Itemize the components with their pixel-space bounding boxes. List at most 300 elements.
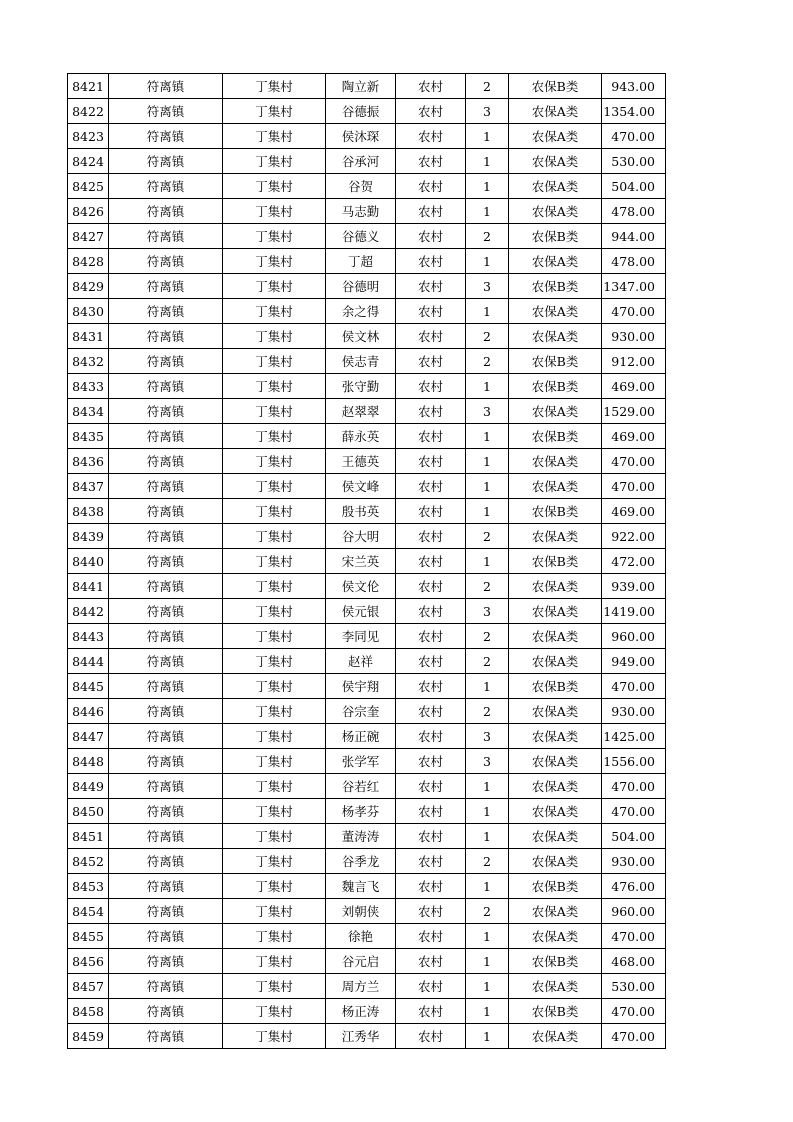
cell-household-type: 农村	[396, 849, 466, 874]
cell-category: 农保A类	[509, 99, 602, 124]
cell-village: 丁集村	[223, 649, 326, 674]
table-row	[68, 524, 666, 549]
cell-village: 丁集村	[223, 1024, 326, 1049]
cell-village: 丁集村	[223, 199, 326, 224]
cell-person-name: 杨正碗	[326, 724, 396, 749]
table-row	[68, 949, 666, 974]
table-row	[68, 924, 666, 949]
cell-serial-number: 8421	[68, 74, 109, 99]
table-row	[68, 674, 666, 699]
cell-person-count: 2	[466, 349, 509, 374]
cell-household-type: 农村	[396, 999, 466, 1024]
cell-town: 符离镇	[109, 524, 223, 549]
cell-amount: 478.00	[602, 249, 666, 274]
cell-amount: 949.00	[602, 649, 666, 674]
cell-village: 丁集村	[223, 899, 326, 924]
table-row	[68, 449, 666, 474]
cell-category: 农保B类	[509, 549, 602, 574]
cell-serial-number: 8427	[68, 224, 109, 249]
cell-village: 丁集村	[223, 624, 326, 649]
cell-person-count: 1	[466, 1024, 509, 1049]
cell-person-count: 2	[466, 574, 509, 599]
cell-village: 丁集村	[223, 774, 326, 799]
cell-category: 农保A类	[509, 824, 602, 849]
cell-person-name: 谷德振	[326, 99, 396, 124]
cell-village: 丁集村	[223, 924, 326, 949]
cell-person-name: 谷德明	[326, 274, 396, 299]
cell-village: 丁集村	[223, 799, 326, 824]
cell-person-count: 1	[466, 774, 509, 799]
cell-person-name: 赵翠翠	[326, 399, 396, 424]
cell-town: 符离镇	[109, 424, 223, 449]
table-row	[68, 774, 666, 799]
table-row	[68, 1024, 666, 1049]
cell-person-count: 1	[466, 974, 509, 999]
cell-category: 农保A类	[509, 524, 602, 549]
cell-village: 丁集村	[223, 574, 326, 599]
cell-person-count: 1	[466, 799, 509, 824]
cell-amount: 468.00	[602, 949, 666, 974]
cell-town: 符离镇	[109, 99, 223, 124]
cell-category: 农保A类	[509, 924, 602, 949]
cell-person-name: 赵祥	[326, 649, 396, 674]
cell-amount: 469.00	[602, 374, 666, 399]
cell-serial-number: 8451	[68, 824, 109, 849]
table-row	[68, 899, 666, 924]
cell-household-type: 农村	[396, 349, 466, 374]
cell-category: 农保B类	[509, 424, 602, 449]
cell-town: 符离镇	[109, 949, 223, 974]
cell-category: 农保A类	[509, 124, 602, 149]
cell-town: 符离镇	[109, 724, 223, 749]
cell-amount: 504.00	[602, 174, 666, 199]
cell-category: 农保B类	[509, 999, 602, 1024]
table-row	[68, 724, 666, 749]
cell-village: 丁集村	[223, 124, 326, 149]
cell-amount: 470.00	[602, 449, 666, 474]
cell-serial-number: 8456	[68, 949, 109, 974]
cell-village: 丁集村	[223, 824, 326, 849]
cell-category: 农保A类	[509, 1024, 602, 1049]
cell-household-type: 农村	[396, 449, 466, 474]
cell-town: 符离镇	[109, 249, 223, 274]
cell-amount: 470.00	[602, 774, 666, 799]
table-row	[68, 699, 666, 724]
cell-amount: 943.00	[602, 74, 666, 99]
cell-serial-number: 8440	[68, 549, 109, 574]
cell-amount: 476.00	[602, 874, 666, 899]
cell-person-name: 徐艳	[326, 924, 396, 949]
cell-person-count: 1	[466, 949, 509, 974]
cell-person-name: 侯文林	[326, 324, 396, 349]
cell-household-type: 农村	[396, 599, 466, 624]
table-row	[68, 474, 666, 499]
cell-serial-number: 8437	[68, 474, 109, 499]
table-row	[68, 99, 666, 124]
cell-village: 丁集村	[223, 949, 326, 974]
table-row	[68, 199, 666, 224]
cell-category: 农保A类	[509, 749, 602, 774]
cell-household-type: 农村	[396, 874, 466, 899]
cell-category: 农保B类	[509, 224, 602, 249]
cell-household-type: 农村	[396, 549, 466, 574]
cell-serial-number: 8431	[68, 324, 109, 349]
cell-amount: 1354.00	[602, 99, 666, 124]
cell-person-count: 2	[466, 899, 509, 924]
cell-household-type: 农村	[396, 299, 466, 324]
cell-household-type: 农村	[396, 99, 466, 124]
cell-village: 丁集村	[223, 324, 326, 349]
table-row	[68, 224, 666, 249]
cell-household-type: 农村	[396, 824, 466, 849]
cell-serial-number: 8459	[68, 1024, 109, 1049]
cell-person-count: 1	[466, 499, 509, 524]
cell-household-type: 农村	[396, 499, 466, 524]
cell-amount: 922.00	[602, 524, 666, 549]
cell-person-name: 张学军	[326, 749, 396, 774]
table-row	[68, 299, 666, 324]
cell-person-count: 1	[466, 299, 509, 324]
table-row	[68, 574, 666, 599]
cell-person-name: 侯宇翔	[326, 674, 396, 699]
cell-household-type: 农村	[396, 324, 466, 349]
cell-serial-number: 8430	[68, 299, 109, 324]
cell-category: 农保A类	[509, 474, 602, 499]
cell-category: 农保A类	[509, 599, 602, 624]
cell-town: 符离镇	[109, 599, 223, 624]
table-row	[68, 274, 666, 299]
cell-town: 符离镇	[109, 999, 223, 1024]
cell-household-type: 农村	[396, 699, 466, 724]
cell-household-type: 农村	[396, 224, 466, 249]
cell-person-name: 杨正涛	[326, 999, 396, 1024]
table-row	[68, 249, 666, 274]
cell-serial-number: 8453	[68, 874, 109, 899]
table-row	[68, 349, 666, 374]
cell-town: 符离镇	[109, 499, 223, 524]
cell-amount: 469.00	[602, 499, 666, 524]
cell-serial-number: 8423	[68, 124, 109, 149]
cell-village: 丁集村	[223, 174, 326, 199]
cell-person-name: 谷承河	[326, 149, 396, 174]
cell-person-count: 3	[466, 749, 509, 774]
table-row	[68, 649, 666, 674]
cell-person-name: 马志勤	[326, 199, 396, 224]
cell-town: 符离镇	[109, 899, 223, 924]
cell-town: 符离镇	[109, 124, 223, 149]
cell-person-count: 1	[466, 424, 509, 449]
cell-amount: 930.00	[602, 849, 666, 874]
cell-category: 农保A类	[509, 649, 602, 674]
cell-category: 农保A类	[509, 174, 602, 199]
cell-household-type: 农村	[396, 124, 466, 149]
cell-amount: 504.00	[602, 824, 666, 849]
cell-town: 符离镇	[109, 324, 223, 349]
cell-town: 符离镇	[109, 574, 223, 599]
cell-amount: 472.00	[602, 549, 666, 574]
cell-town: 符离镇	[109, 349, 223, 374]
cell-person-name: 殷书英	[326, 499, 396, 524]
cell-person-name: 侯元银	[326, 599, 396, 624]
cell-village: 丁集村	[223, 299, 326, 324]
table-row	[68, 849, 666, 874]
cell-village: 丁集村	[223, 399, 326, 424]
cell-amount: 470.00	[602, 799, 666, 824]
cell-town: 符离镇	[109, 799, 223, 824]
cell-person-name: 周方兰	[326, 974, 396, 999]
cell-category: 农保A类	[509, 149, 602, 174]
cell-household-type: 农村	[396, 724, 466, 749]
cell-person-count: 3	[466, 399, 509, 424]
cell-village: 丁集村	[223, 499, 326, 524]
cell-amount: 470.00	[602, 1024, 666, 1049]
cell-serial-number: 8443	[68, 624, 109, 649]
cell-amount: 478.00	[602, 199, 666, 224]
cell-town: 符离镇	[109, 74, 223, 99]
cell-town: 符离镇	[109, 274, 223, 299]
cell-household-type: 农村	[396, 624, 466, 649]
cell-amount: 469.00	[602, 424, 666, 449]
table-row	[68, 149, 666, 174]
cell-person-name: 陶立新	[326, 74, 396, 99]
cell-person-count: 1	[466, 374, 509, 399]
cell-village: 丁集村	[223, 874, 326, 899]
cell-category: 农保B类	[509, 949, 602, 974]
cell-town: 符离镇	[109, 299, 223, 324]
table-row	[68, 499, 666, 524]
cell-category: 农保A类	[509, 249, 602, 274]
cell-serial-number: 8424	[68, 149, 109, 174]
cell-household-type: 农村	[396, 1024, 466, 1049]
cell-serial-number: 8447	[68, 724, 109, 749]
cell-village: 丁集村	[223, 424, 326, 449]
cell-amount: 470.00	[602, 924, 666, 949]
table-row	[68, 874, 666, 899]
cell-serial-number: 8442	[68, 599, 109, 624]
cell-town: 符离镇	[109, 224, 223, 249]
table-row	[68, 799, 666, 824]
cell-serial-number: 8425	[68, 174, 109, 199]
cell-person-name: 丁超	[326, 249, 396, 274]
cell-serial-number: 8445	[68, 674, 109, 699]
cell-village: 丁集村	[223, 149, 326, 174]
cell-serial-number: 8450	[68, 799, 109, 824]
cell-village: 丁集村	[223, 549, 326, 574]
table-row	[68, 74, 666, 99]
cell-category: 农保B类	[509, 874, 602, 899]
cell-household-type: 农村	[396, 899, 466, 924]
cell-serial-number: 8426	[68, 199, 109, 224]
cell-category: 农保B类	[509, 74, 602, 99]
table-row	[68, 999, 666, 1024]
cell-category: 农保A类	[509, 574, 602, 599]
table-row	[68, 549, 666, 574]
cell-village: 丁集村	[223, 349, 326, 374]
cell-household-type: 农村	[396, 524, 466, 549]
cell-village: 丁集村	[223, 449, 326, 474]
cell-village: 丁集村	[223, 999, 326, 1024]
cell-person-count: 2	[466, 524, 509, 549]
cell-town: 符离镇	[109, 549, 223, 574]
cell-household-type: 农村	[396, 949, 466, 974]
cell-person-name: 杨孝芬	[326, 799, 396, 824]
cell-person-name: 薛永英	[326, 424, 396, 449]
cell-town: 符离镇	[109, 199, 223, 224]
cell-amount: 930.00	[602, 324, 666, 349]
cell-town: 符离镇	[109, 649, 223, 674]
cell-household-type: 农村	[396, 749, 466, 774]
cell-person-name: 江秀华	[326, 1024, 396, 1049]
cell-person-count: 2	[466, 624, 509, 649]
table-row	[68, 324, 666, 349]
cell-person-count: 3	[466, 599, 509, 624]
cell-amount: 944.00	[602, 224, 666, 249]
cell-category: 农保B类	[509, 374, 602, 399]
table-row	[68, 624, 666, 649]
cell-person-count: 3	[466, 99, 509, 124]
cell-household-type: 农村	[396, 799, 466, 824]
cell-town: 符离镇	[109, 399, 223, 424]
cell-person-name: 刘朝侠	[326, 899, 396, 924]
cell-person-name: 余之得	[326, 299, 396, 324]
cell-serial-number: 8438	[68, 499, 109, 524]
cell-town: 符离镇	[109, 149, 223, 174]
cell-category: 农保A类	[509, 799, 602, 824]
cell-village: 丁集村	[223, 99, 326, 124]
cell-town: 符离镇	[109, 624, 223, 649]
cell-household-type: 农村	[396, 374, 466, 399]
cell-village: 丁集村	[223, 724, 326, 749]
cell-serial-number: 8455	[68, 924, 109, 949]
cell-amount: 470.00	[602, 474, 666, 499]
cell-person-name: 谷大明	[326, 524, 396, 549]
cell-person-count: 1	[466, 824, 509, 849]
cell-serial-number: 8435	[68, 424, 109, 449]
cell-serial-number: 8434	[68, 399, 109, 424]
cell-person-count: 2	[466, 324, 509, 349]
cell-amount: 530.00	[602, 974, 666, 999]
cell-person-name: 谷德义	[326, 224, 396, 249]
cell-serial-number: 8436	[68, 449, 109, 474]
cell-person-name: 谷宗奎	[326, 699, 396, 724]
cell-amount: 470.00	[602, 999, 666, 1024]
cell-town: 符离镇	[109, 374, 223, 399]
table-row	[68, 399, 666, 424]
cell-town: 符离镇	[109, 824, 223, 849]
cell-village: 丁集村	[223, 474, 326, 499]
cell-category: 农保A类	[509, 849, 602, 874]
cell-serial-number: 8422	[68, 99, 109, 124]
cell-amount: 470.00	[602, 674, 666, 699]
cell-person-name: 侯文伦	[326, 574, 396, 599]
cell-category: 农保A类	[509, 974, 602, 999]
cell-person-count: 1	[466, 999, 509, 1024]
cell-amount: 930.00	[602, 699, 666, 724]
cell-household-type: 农村	[396, 649, 466, 674]
cell-person-count: 1	[466, 874, 509, 899]
cell-category: 农保A类	[509, 699, 602, 724]
cell-amount: 470.00	[602, 124, 666, 149]
cell-village: 丁集村	[223, 74, 326, 99]
cell-household-type: 农村	[396, 574, 466, 599]
cell-town: 符离镇	[109, 849, 223, 874]
cell-household-type: 农村	[396, 174, 466, 199]
cell-household-type: 农村	[396, 774, 466, 799]
cell-village: 丁集村	[223, 749, 326, 774]
cell-category: 农保A类	[509, 624, 602, 649]
table-row	[68, 974, 666, 999]
cell-person-name: 谷元启	[326, 949, 396, 974]
cell-category: 农保A类	[509, 299, 602, 324]
cell-town: 符离镇	[109, 874, 223, 899]
data-table	[67, 73, 666, 1049]
cell-town: 符离镇	[109, 924, 223, 949]
cell-person-name: 张守勤	[326, 374, 396, 399]
cell-person-name: 谷若红	[326, 774, 396, 799]
cell-household-type: 农村	[396, 674, 466, 699]
cell-category: 农保B类	[509, 674, 602, 699]
cell-amount: 939.00	[602, 574, 666, 599]
cell-person-count: 1	[466, 474, 509, 499]
cell-town: 符离镇	[109, 674, 223, 699]
cell-category: 农保A类	[509, 399, 602, 424]
cell-amount: 960.00	[602, 624, 666, 649]
cell-town: 符离镇	[109, 699, 223, 724]
cell-household-type: 农村	[396, 474, 466, 499]
cell-village: 丁集村	[223, 224, 326, 249]
cell-household-type: 农村	[396, 199, 466, 224]
table-row	[68, 424, 666, 449]
cell-amount: 1347.00	[602, 274, 666, 299]
cell-serial-number: 8439	[68, 524, 109, 549]
cell-person-count: 1	[466, 924, 509, 949]
cell-category: 农保A类	[509, 774, 602, 799]
cell-household-type: 农村	[396, 149, 466, 174]
cell-person-count: 1	[466, 174, 509, 199]
cell-serial-number: 8441	[68, 574, 109, 599]
cell-category: 农保A类	[509, 724, 602, 749]
cell-person-name: 魏言飞	[326, 874, 396, 899]
table-row	[68, 599, 666, 624]
cell-person-name: 李同见	[326, 624, 396, 649]
cell-serial-number: 8428	[68, 249, 109, 274]
cell-household-type: 农村	[396, 424, 466, 449]
cell-village: 丁集村	[223, 974, 326, 999]
cell-amount: 1425.00	[602, 724, 666, 749]
cell-town: 符离镇	[109, 1024, 223, 1049]
cell-amount: 1419.00	[602, 599, 666, 624]
cell-serial-number: 8432	[68, 349, 109, 374]
cell-serial-number: 8444	[68, 649, 109, 674]
cell-person-name: 董涛涛	[326, 824, 396, 849]
cell-person-count: 1	[466, 449, 509, 474]
cell-serial-number: 8457	[68, 974, 109, 999]
cell-town: 符离镇	[109, 774, 223, 799]
cell-amount: 1529.00	[602, 399, 666, 424]
cell-amount: 1556.00	[602, 749, 666, 774]
cell-household-type: 农村	[396, 74, 466, 99]
table-row	[68, 174, 666, 199]
table-row	[68, 374, 666, 399]
cell-town: 符离镇	[109, 174, 223, 199]
cell-serial-number: 8452	[68, 849, 109, 874]
cell-serial-number: 8429	[68, 274, 109, 299]
cell-village: 丁集村	[223, 374, 326, 399]
cell-person-count: 1	[466, 249, 509, 274]
cell-household-type: 农村	[396, 274, 466, 299]
cell-category: 农保B类	[509, 499, 602, 524]
cell-person-name: 谷季龙	[326, 849, 396, 874]
